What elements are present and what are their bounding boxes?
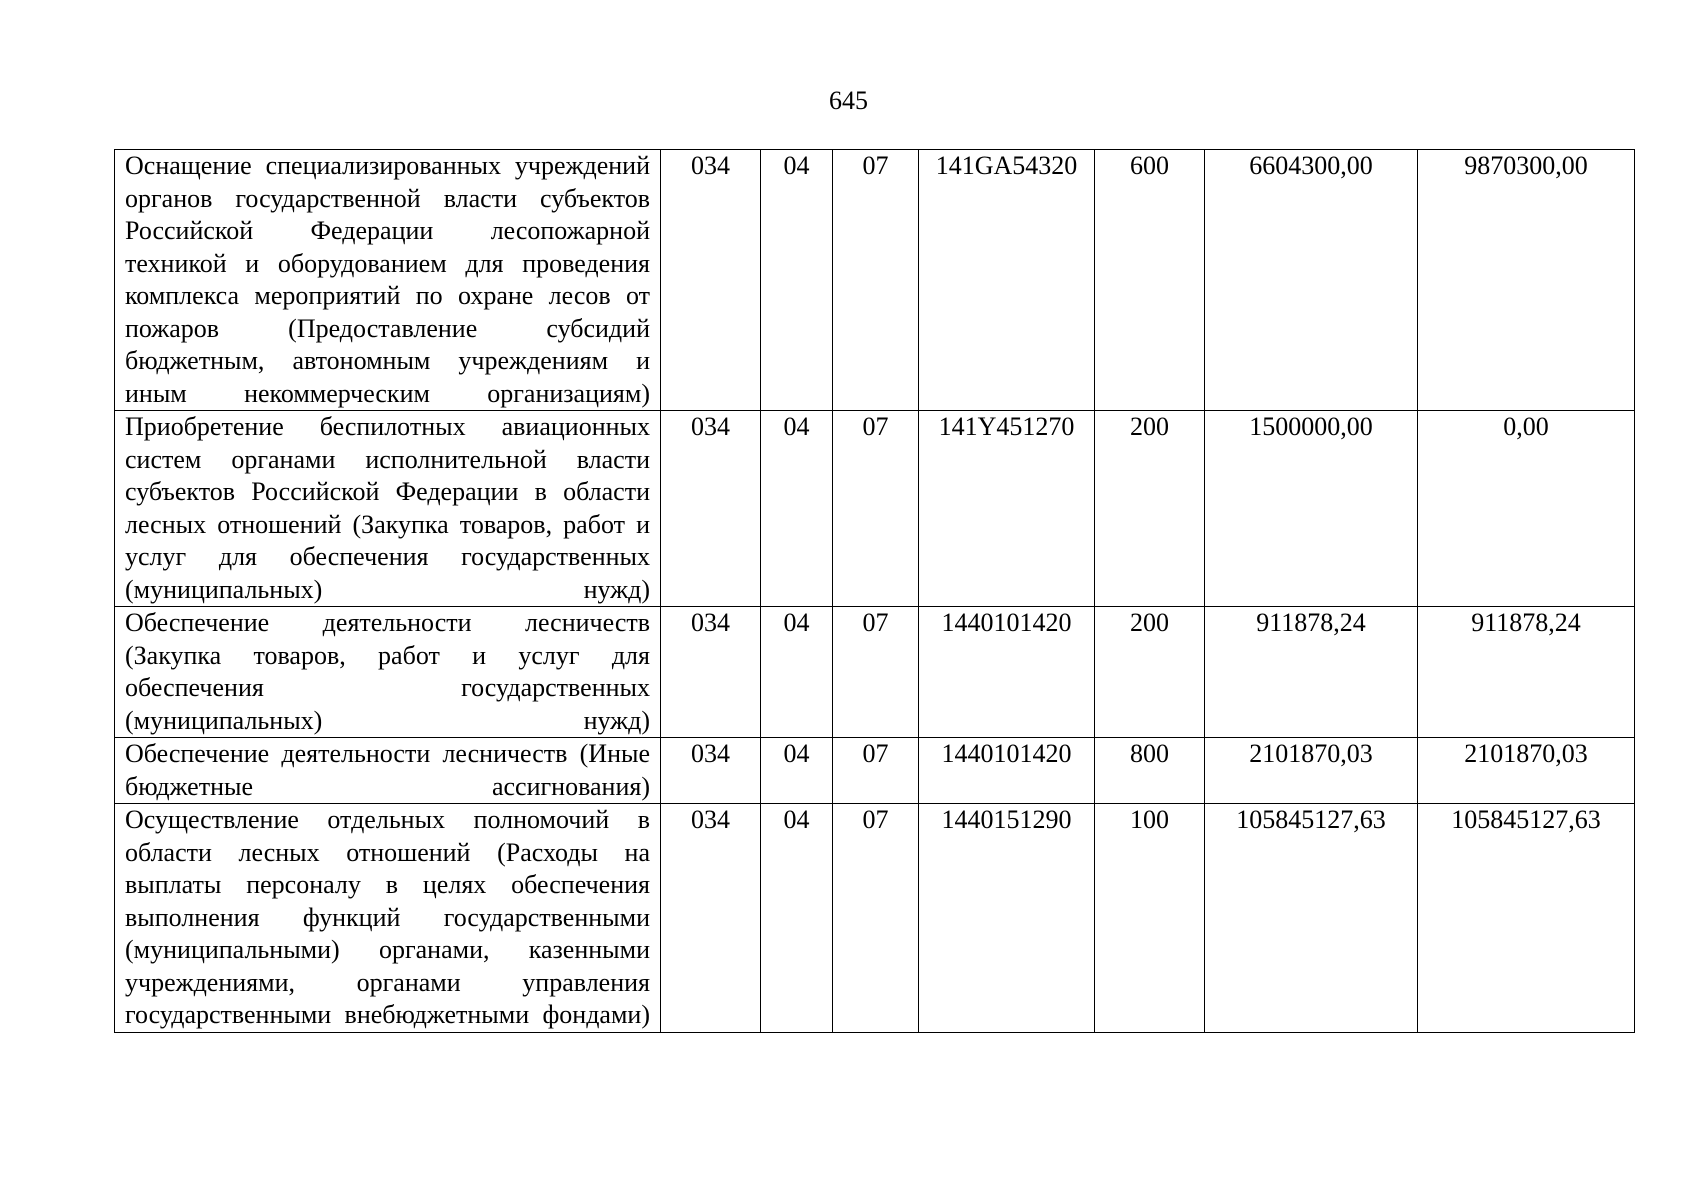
amount-second-year-cell: 2101870,03 [1418, 738, 1635, 804]
grbs-code-cell: 034 [661, 607, 761, 738]
description-cell [115, 607, 661, 738]
amount-second-year-cell: 0,00 [1418, 411, 1635, 607]
description-cell [115, 150, 661, 411]
description-cell [115, 804, 661, 1033]
description-text: Приобретение беспилотных авиационных систем органами исполнительной власти субъектов Российской Федерации в области лесных отношений (Закупка товаров, работ и услуг для обеспечения государственных (муниципальных) нужд) [125, 412, 650, 604]
amount-first-year-cell: 1500000,00 [1205, 411, 1418, 607]
description-text: Обеспечение деятельности лесничеств (Закупка товаров, работ и услуг для обеспечения государственных (муниципальных) нужд) [125, 608, 650, 735]
budget-table [114, 149, 1635, 1033]
section-code-cell: 04 [761, 607, 833, 738]
section-code-cell: 04 [761, 150, 833, 411]
table-row [115, 607, 1635, 738]
amount-first-year-cell: 6604300,00 [1205, 150, 1418, 411]
subsection-code-cell: 07 [833, 738, 919, 804]
table-row [115, 738, 1635, 804]
description-text: Осуществление отдельных полномочий в области лесных отношений (Расходы на выплаты персоналу в целях обеспечения выполнения функций государственными (муниципальными) органами, казенными учреждениями, органами управления государственными внебюджетными фондами) [125, 805, 650, 1029]
description-text: Оснащение специализированных учреждений органов государственной власти субъектов Российской Федерации лесопожарной техникой и оборудованием для проведения комплекса мероприятий по охране лесов от пожаров (Предоставление субсидий бюджетным, автономным учреждениям и иным некоммерческим организациям) [125, 151, 650, 408]
expense-type-cell: 100 [1095, 804, 1205, 1033]
target-article-cell: 141GA54320 [919, 150, 1095, 411]
subsection-code-cell: 07 [833, 150, 919, 411]
amount-first-year-cell: 2101870,03 [1205, 738, 1418, 804]
grbs-code-cell: 034 [661, 150, 761, 411]
amount-first-year-cell: 911878,24 [1205, 607, 1418, 738]
page-number: 645 [829, 86, 868, 115]
expense-type-cell: 600 [1095, 150, 1205, 411]
target-article-cell: 1440101420 [919, 607, 1095, 738]
section-code-cell: 04 [761, 804, 833, 1033]
amount-first-year-cell: 105845127,63 [1205, 804, 1418, 1033]
amount-second-year-cell: 9870300,00 [1418, 150, 1635, 411]
table-row [115, 411, 1635, 607]
section-code-cell: 04 [761, 738, 833, 804]
target-article-cell: 1440151290 [919, 804, 1095, 1033]
expense-type-cell: 800 [1095, 738, 1205, 804]
subsection-code-cell: 07 [833, 411, 919, 607]
section-code-cell: 04 [761, 411, 833, 607]
amount-second-year-cell: 911878,24 [1418, 607, 1635, 738]
grbs-code-cell: 034 [661, 411, 761, 607]
expense-type-cell: 200 [1095, 411, 1205, 607]
target-article-cell: 141Y451270 [919, 411, 1095, 607]
grbs-code-cell: 034 [661, 804, 761, 1033]
description-text: Обеспечение деятельности лесничеств (Иные бюджетные ассигнования) [125, 739, 650, 801]
table-row [115, 804, 1635, 1033]
target-article-cell: 1440101420 [919, 738, 1095, 804]
description-cell [115, 738, 661, 804]
subsection-code-cell: 07 [833, 804, 919, 1033]
table-row [115, 150, 1635, 411]
subsection-code-cell: 07 [833, 607, 919, 738]
amount-second-year-cell: 105845127,63 [1418, 804, 1635, 1033]
description-cell [115, 411, 661, 607]
expense-type-cell: 200 [1095, 607, 1205, 738]
grbs-code-cell: 034 [661, 738, 761, 804]
